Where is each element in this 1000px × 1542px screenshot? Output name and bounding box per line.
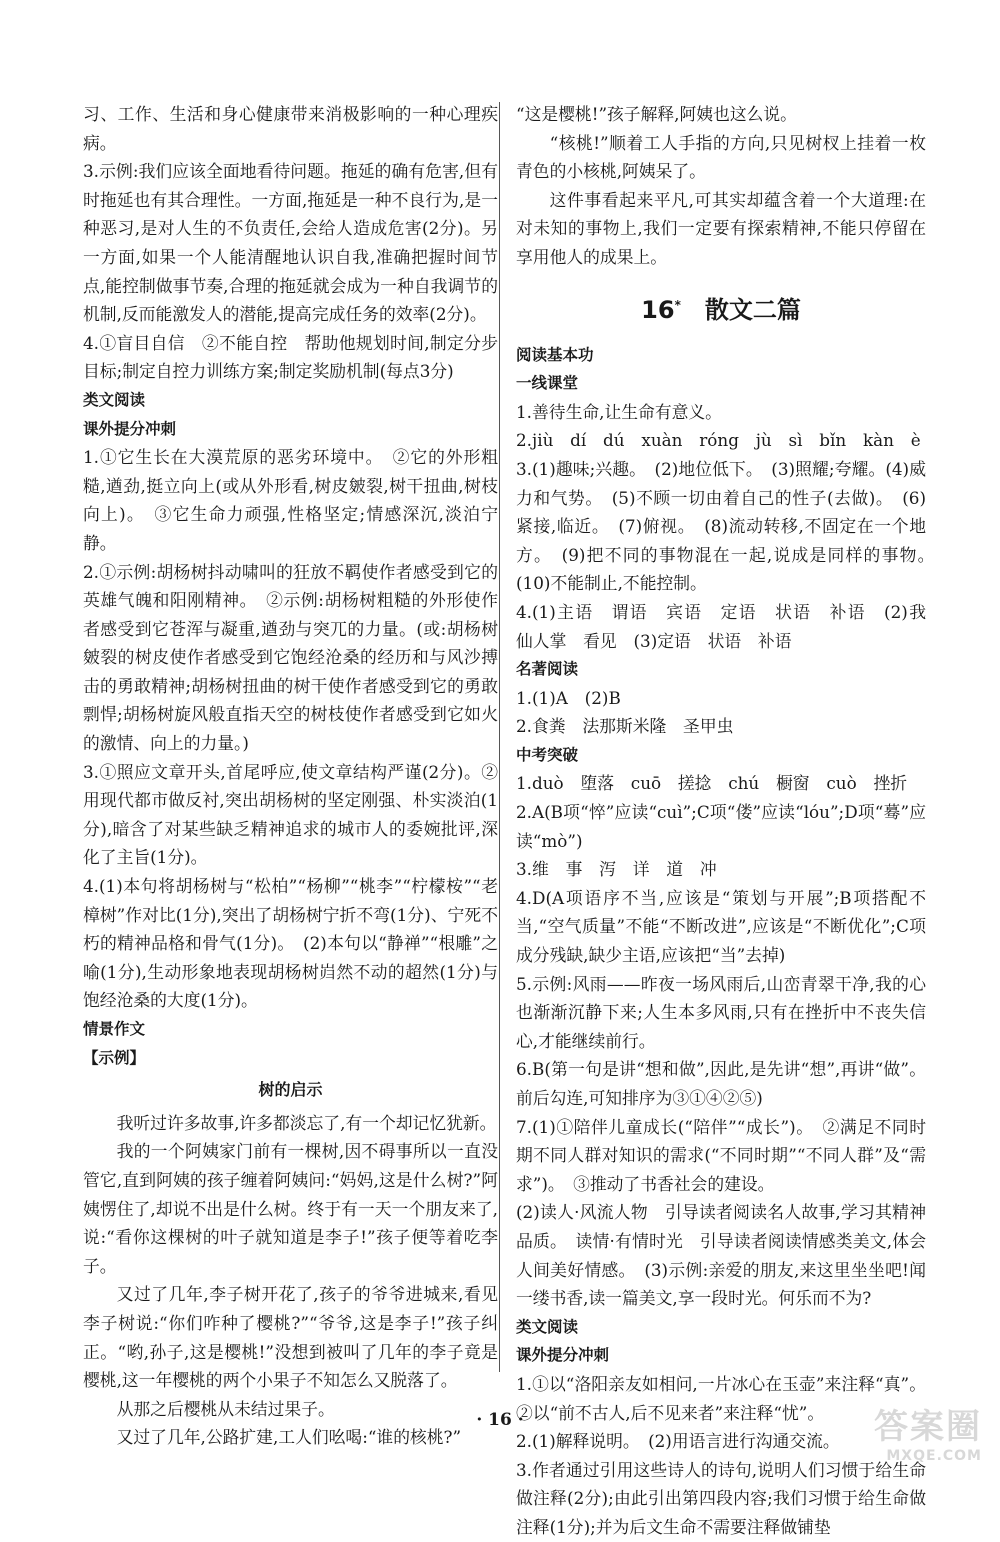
essay-paragraph: 又过了几年,李子树开花了,孩子的爷爷进城来,看见李子树说:“你们咋种了樱桃?”“爷爷,这是李子!”孩子纠正。“哟,孙子,这是樱桃!”没想到被叫了几年的李子竟是樱桃,这一年樱桃的两个小果子不知怎么又脱落了。 (83, 1284, 498, 1391)
answer-paragraph: 习、工作、生活和身心健康带来消极影响的一种心理疾病。 (83, 104, 498, 153)
answer-paragraph: 3.维 事 泻 详 道 冲 (516, 859, 717, 880)
essay-paragraph: 从那之后樱桃从未结过果子。 (116, 1398, 335, 1419)
answer-paragraph: (2)读人·风流人物 引导读者阅读名人故事,学习其精神品质。 读情·有情时光 引导读者阅读情感类美文,体会人间美好情感。 (3)示例:亲爱的朋友,来这里坐坐吧!闻一缕书香,读一篇美文,享一段时光。何乐而不为? (516, 1202, 926, 1309)
essay-title: 树的启示 (258, 1080, 323, 1100)
answer-paragraph: 2.食粪 法那斯米隆 圣甲虫 (516, 716, 734, 737)
answer-paragraph: 4.D(A项语序不当,应该是“策划与开展”;B项搭配不当,“空气质量”不能“不断改进”,应该是“不断优化”;C项成分残缺,缺少主语,应该把“当”去掉) (516, 887, 926, 966)
answer-paragraph: 6.B(第一句是讲“想和做”,因此,是先讲“想”,再讲“做”。前后勾连,可知排序为③①④②⑤) (516, 1059, 926, 1108)
answer-paragraph: 1.(1)A (2)B (516, 687, 621, 708)
answer-paragraph: 1.①它生长在大漠荒原的恶劣环境中。 ②它的外形粗糙,遒劲,挺立向上(或从外形看,树皮皴裂,树干扭曲,树枝向上)。 ③它生命力顽强,性格坚定;情感深沉,淡泊宁静。 (83, 447, 498, 553)
lesson-title-text: 散文二篇 (704, 295, 801, 324)
answer-paragraph: 7.(1)①陪伴儿童成长(“陪伴”“成长”)。 ②满足不同时期不同人群对知识的需求(“不同时期”“不同人群”及“需求”)。 ③推动了书香社会的建设。 (516, 1116, 926, 1194)
answer-paragraph: 4.(1)本句将胡杨树与“松柏”“杨柳”“桃李”“柠檬桉”“老樟树”作对比(1分),突出了胡杨树宁折不弯(1分)、宁死不朽的精神品格和骨气(1分)。 (2)本句以“静禅”“根雕”之喻(1分),生动形象地表现胡杨树岿然不动的超然(1分)与饱经沧桑的大度(1分)。 (83, 876, 498, 1011)
section-heading: 课外提分冲刺 (516, 1346, 610, 1365)
page-number: · 16 · (476, 1410, 524, 1430)
answer-paragraph: 2.jiù dí dú xuàn róng jù sì bǐn kàn è (516, 430, 921, 451)
essay-paragraph: 我的一个阿姨家门前有一棵树,因不碍事所以一直没管它,直到阿姨的孩子缠着阿姨问:“妈妈,这是什么树?”阿姨愣住了,却说不出是什么树。终于有一天一个朋友来了,说:“看你这棵树的叶子就知道是李子!”孩子便等着吃李子。 (83, 1141, 498, 1276)
answer-paragraph: 2.A(B项“悴”应读“cuì”;C项“偻”应读“lóu”;D项“蓦”应读“mò”) (516, 802, 926, 851)
lesson-number: 16 (641, 295, 675, 324)
essay-paragraph: 我听过许多故事,许多都淡忘了,有一个却记忆犹新。 (116, 1112, 497, 1133)
section-heading: 名著阅读 (516, 660, 579, 679)
answer-paragraph: 2.①示例:胡杨树抖动啸叫的狂放不羁使作者感受到它的英雄气魄和阳刚精神。 ②示例:胡杨树粗糙的外形使作者感受到它苍浑与凝重,遒劲与突兀的力量。(或:胡杨树皴裂的树皮使作者感受到它饱经沧桑的经历和与风沙搏击的勇敢精神;胡杨树扭曲的树干使作者感受到它的勇敢剽悍;胡杨树旋风般直指天空的树枝使作者感受到它如火的激情、向上的力量。) (83, 561, 498, 754)
answer-paragraph: 3.作者通过引用这些诗人的诗句,说明人们习惯于给生命做注释(2分);由此引出第四段内容;我们习惯于给生命做注释(1分);并为后文生命不需要注释做铺垫 (516, 1459, 926, 1537)
section-heading: 一线课堂 (516, 374, 579, 393)
section-heading: 课外提分冲刺 (83, 419, 177, 438)
answer-paragraph: 1.善待生命,让生命有意义。 (516, 401, 722, 422)
section-heading: 阅读基本功 (516, 345, 594, 364)
watermark-logo-text: 答案圈 (874, 1407, 982, 1447)
lesson-mark: * (674, 297, 681, 312)
answer-paragraph: 3.示例:我们应该全面地看待问题。拖延的确有危害,但有时拖延也有其合理性。一方面,拖延是一种不良行为,是一种恶习,是对人生的不负责任,会给人造成危害(2分)。另一方面,如果一个人能清醒地认识自我,准确把握时间节点,能控制做事节奏,合理的拖延就会成为一种自我调节的机制,反而能激发人的潜能,提高完成任务的效率(2分)。 (83, 161, 498, 325)
watermark (772, 1399, 982, 1464)
lesson-title (516, 288, 926, 327)
watermark-url: MXQE.COM (886, 1448, 982, 1464)
answer-paragraph: “这是樱桃!”孩子解释,阿姨也这么说。 (516, 104, 797, 124)
answer-paragraph: 3.①照应文章开头,首尾呼应,使文章结构严谨(2分)。②用现代都市做反衬,突出胡杨树的坚定刚强、朴实淡泊(1分),暗含了对某些缺乏精神追求的城市人的委婉批评,深化了主旨(1分)。 (83, 761, 498, 868)
answer-paragraph: 1.①以“洛阳亲友如相问,一片冰心在玉壶”来注释“真”。②以“前不古人,后不见来者”来注释“忧”。 (516, 1373, 926, 1423)
answer-paragraph: 3.(1)趣味;兴趣。 (2)地位低下。 (3)照耀;夸耀。(4)威力和气势。 (5)不顾一切由着自己的性子(去做)。 (6)紧接,临近。 (7)俯视。 (8)流动转移,不固定在一个地方。 (9)把不同的事物混在一起,说成是同样的事物。 (10)不能制止,不能控制。 (516, 458, 943, 594)
essay-paragraph: “核桃!”顺着工人手指的方向,只见树杈上挂着一枚青色的小核桃,阿姨呆了。 (516, 132, 926, 182)
section-heading: 【示例】 (83, 1048, 146, 1067)
left-column (83, 100, 498, 1452)
answer-paragraph: 1.duò 堕落 cuō 搓捻 chú 橱窗 cuò 挫折 (516, 773, 908, 794)
answer-paragraph: 2.(1)解释说明。 (2)用语言进行沟通交流。 (516, 1431, 840, 1452)
section-heading: 类文阅读 (516, 1317, 579, 1336)
section-heading: 情景作文 (83, 1020, 146, 1038)
section-heading: 中考突破 (516, 745, 579, 764)
answer-paragraph: 4.①盲目自信 ②不能自控 帮助他规划时间,制定分步目标;制定自控力训练方案;制定奖励机制(每点3分) (83, 332, 498, 382)
answer-paragraph: 5.示例:风雨——昨夜一场风雨后,山峦青翠干净,我的心也渐渐沉静下来;人生本多风雨,只有在挫折中不丧失信心,才能继续前行。 (516, 973, 926, 1051)
essay-paragraph: 又过了几年,公路扩建,工人们吆喝:“谁的核桃?” (116, 1427, 462, 1448)
section-heading: 类文阅读 (83, 390, 146, 409)
column-divider (499, 102, 500, 1372)
answer-paragraph: 4.(1)主语 谓语 宾语 定语 状语 补语 (2)我 仙人掌 看见 (3)定语 状语 补语 (516, 601, 943, 651)
essay-paragraph: 这件事看起来平凡,可其实却蕴含着一个大道理:在对未知的事物上,我们一定要有探索精神,不能只停留在享用他人的成果上。 (516, 189, 926, 267)
